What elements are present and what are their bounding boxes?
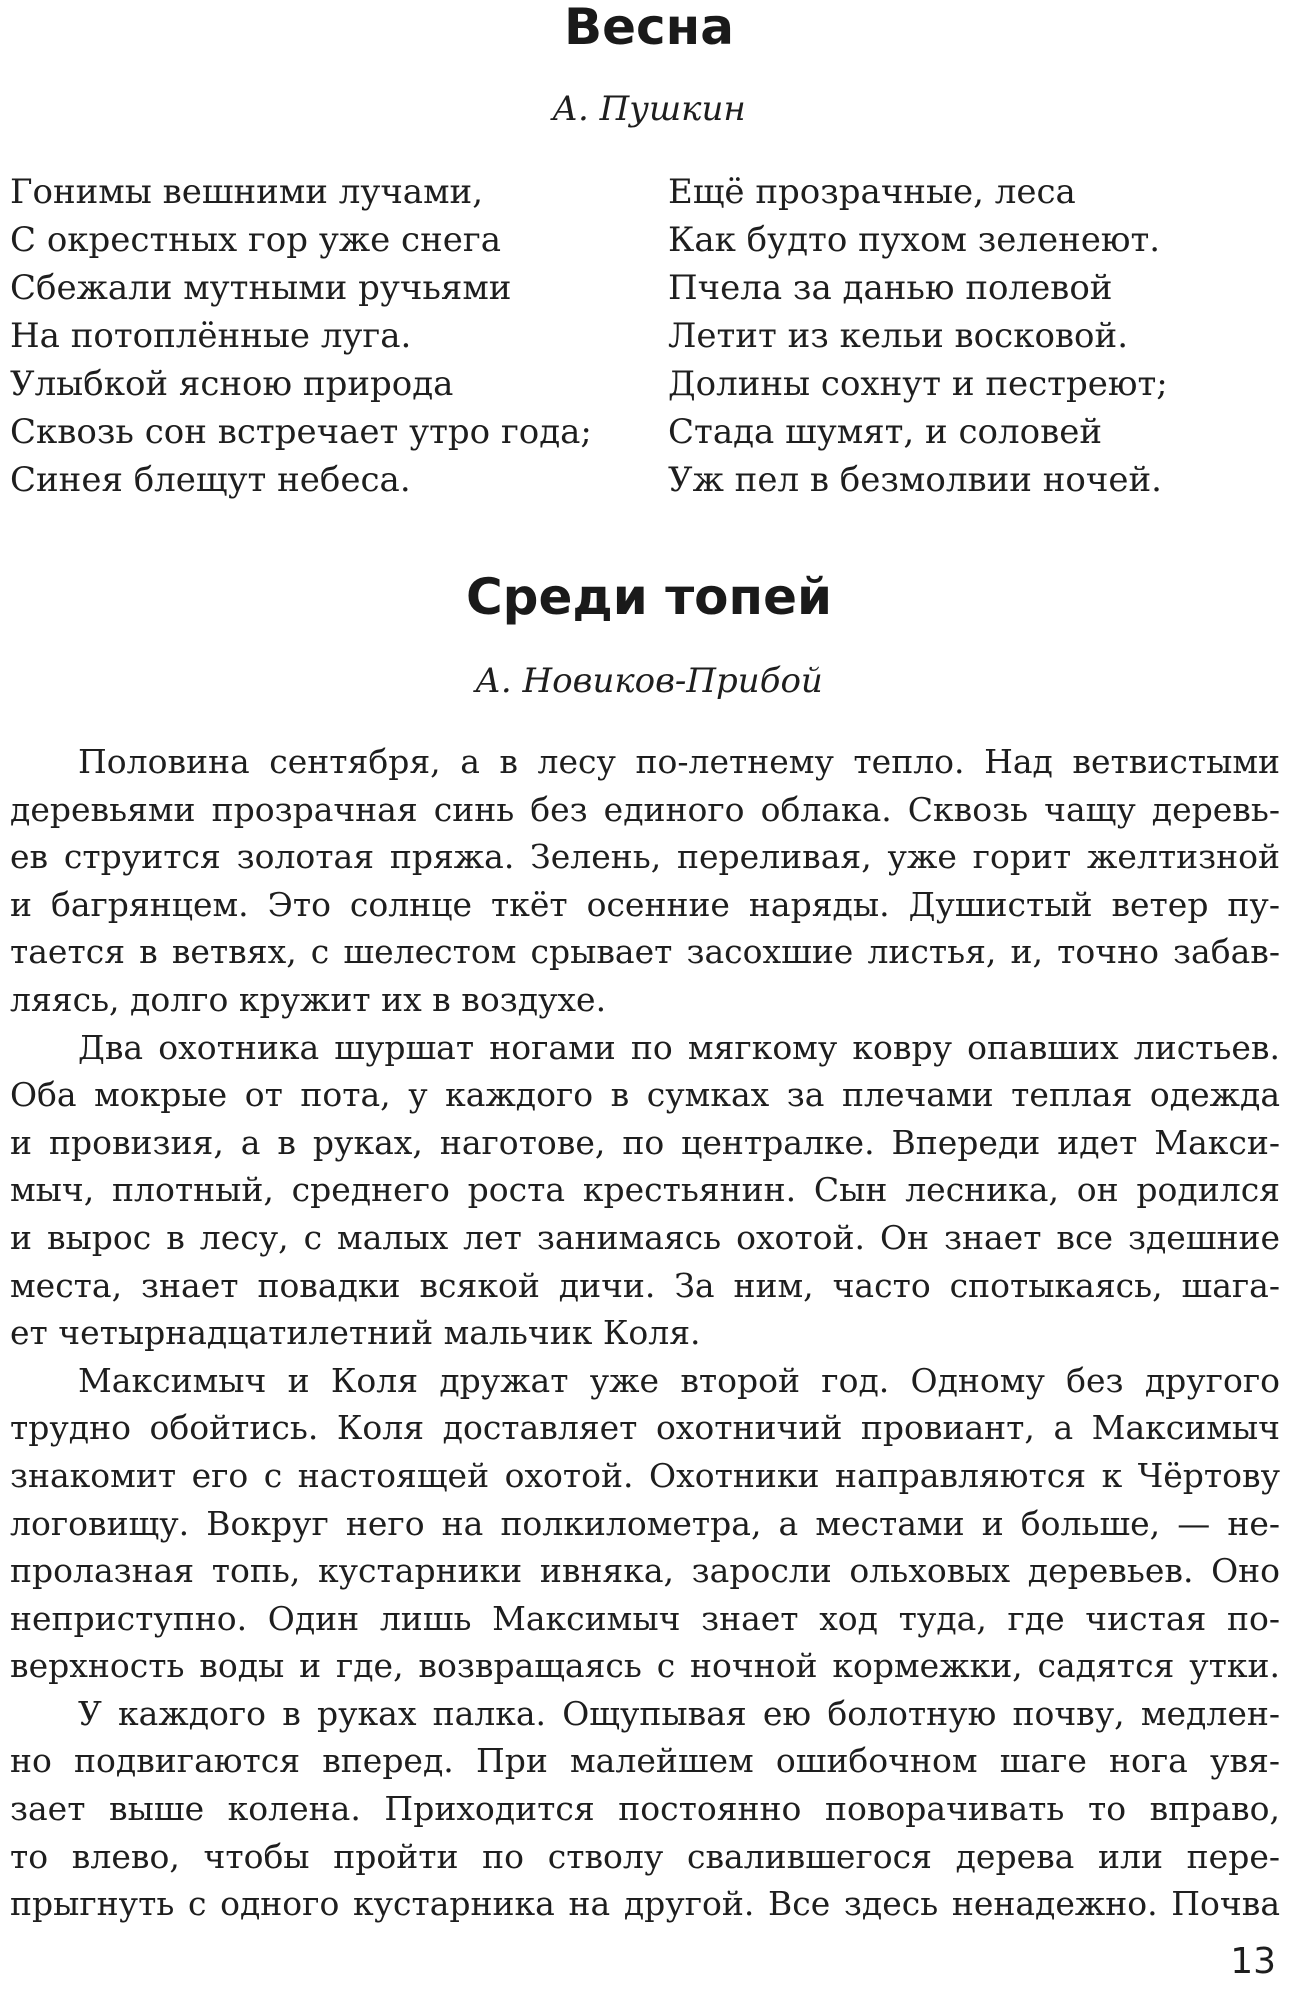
poem-left-column [10,168,592,504]
poem-line: Сбежали мутными ручьями [10,268,512,308]
text-line: и багрянцем. Это солнце ткёт осенние наряды. Душистый ветер пу- [10,884,1280,924]
text-line: но подвигаются вперед. При малейшем ошибочном шаге нога увя- [10,1741,1280,1781]
text-line: верхность воды и где, возвращаясь с ночной кормежки, садятся утки. [10,1646,1280,1686]
story-author: А. Новиков-Прибой [475,661,823,701]
poem-line: Гонимы вешними лучами, [10,172,483,212]
page-number: 13 [1230,1941,1276,1982]
text-line: то влево, чтобы пройти по стволу свалившегося дерева или пере- [10,1836,1280,1876]
poem-line: Как будто пухом зеленеют. [668,220,1161,260]
text-line: ев струится золотая пряжа. Зелень, переливая, уже горит желтизной [10,837,1280,877]
text-line: неприступно. Один лишь Максимыч знает ход туда, где чистая по- [10,1598,1280,1638]
text-line: У каждого в руках палка. Ощупывая ею болотную почву, медлен- [78,1693,1280,1733]
text-line: деревьями прозрачная синь без единого облака. Сквозь чащу деревь- [10,789,1280,829]
poem-line: С окрестных гор уже снега [10,220,501,260]
text-line: знакомит его с настоящей охотой. Охотники направляются к Чёртову [10,1455,1280,1495]
poem-line: Уж пел в безмолвии ночей. [668,460,1162,500]
text-line: прыгнуть с одного кустарника на другой. Все здесь ненадежно. Почва [10,1884,1280,1924]
text-line: и вырос в лесу, с малых лет занимаясь охотой. Он знает все здешние [10,1217,1280,1257]
text-line: Оба мокрые от пота, у каждого в сумках за плечами теплая одежда [10,1075,1280,1115]
poem-line: Улыбкой ясною природа [10,364,454,404]
text-line: логовищу. Вокруг него на полкилометра, а местами и больше, — не- [10,1503,1280,1543]
text-line: пролазная топь, кустарники ивняка, заросли ольховых деревьев. Оно [10,1551,1280,1591]
text-line: ет четырнадцатилетний мальчик Коля. [10,1313,701,1353]
text-line: и провизия, а в руках, наготове, по централке. Впереди идет Макси- [10,1122,1280,1162]
poem-line: Сквозь сон встречает утро года; [10,412,592,452]
story-text [10,738,1280,1928]
poem-line: Синея блещут небеса. [10,460,411,500]
poem-line: Стада шумят, и соловей [668,412,1103,452]
poem-author: А. Пушкин [552,89,746,129]
text-line: Половина сентября, а в лесу по-летнему тепло. Над ветвистыми [78,742,1280,781]
text-line: места, знает повадки всякой дичи. За ним, часто спотыкаясь, шага- [10,1265,1280,1305]
text-line: тается в ветвях, с шелестом срывает засохшие листья, и, точно забав- [10,932,1280,972]
story-title: Среди топей [465,568,833,626]
text-line: Максимыч и Коля дружат уже второй год. Одному без другого [78,1360,1280,1400]
text-line: мыч, плотный, среднего роста крестьянин. Сын лесника, он родился [10,1170,1280,1210]
poem-line: Пчела за данью полевой [668,268,1113,308]
poem-right-column [668,168,1168,504]
poem-line: Летит из кельи восковой. [668,316,1128,356]
poem-title: Весна [564,0,734,56]
text-line: ляясь, долго кружит их в воздухе. [10,979,607,1019]
poem-line: Долины сохнут и пестреют; [668,364,1168,404]
text-line: зает выше колена. Приходится постоянно поворачивать то вправо, [10,1789,1280,1829]
poem-line: На потоплённые луга. [10,316,412,356]
text-line: трудно обойтись. Коля доставляет охотничий провиант, а Максимыч [10,1408,1280,1448]
poem-line: Ещё прозрачные, леса [668,172,1076,212]
text-line: Два охотника шуршат ногами по мягкому ковру опавших листьев. [78,1027,1280,1067]
